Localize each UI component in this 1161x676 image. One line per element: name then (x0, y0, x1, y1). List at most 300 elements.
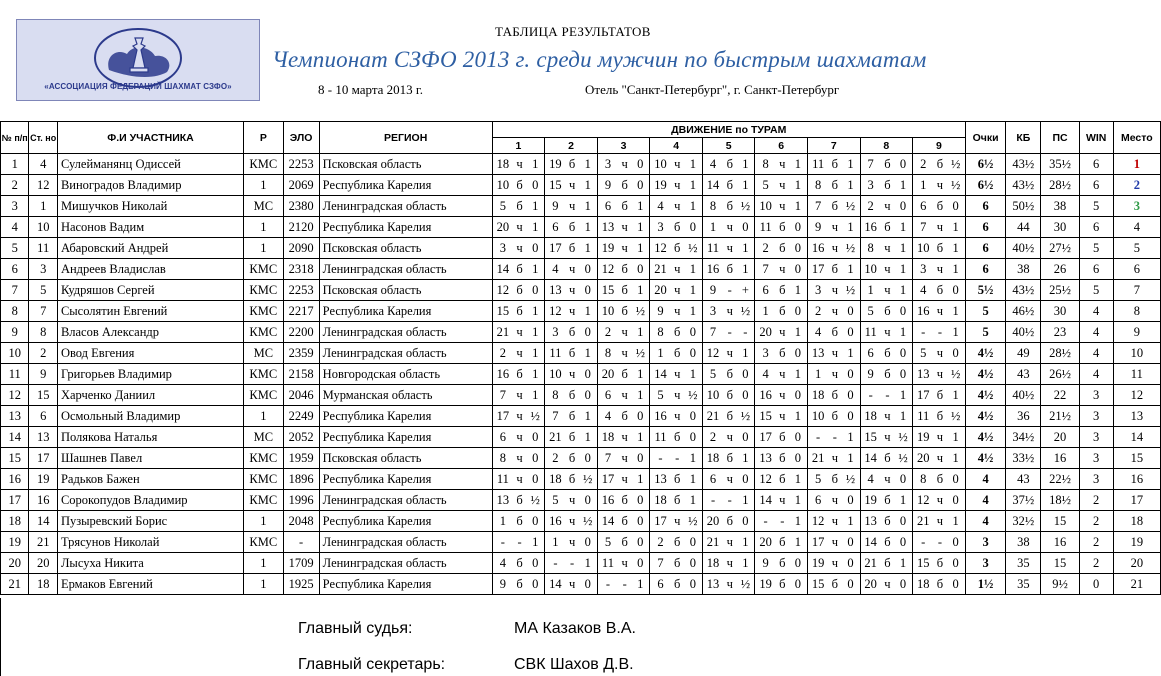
cell-kb: 43½ (1006, 175, 1041, 196)
cell-region: Псковская область (319, 280, 492, 301)
cell-place: 14 (1113, 427, 1160, 448)
cell-place: 13 (1113, 406, 1160, 427)
cell-round-opponent: 17 (492, 406, 513, 427)
cell-round-result: 1 (684, 301, 703, 322)
cell-kb: 32½ (1006, 511, 1041, 532)
cell-round-color: ч (828, 448, 841, 469)
cell-round-color: б (618, 196, 631, 217)
cell-round-result: 1 (684, 154, 703, 175)
cell-rank: КМС (244, 490, 283, 511)
cell-place: 1 (1113, 154, 1160, 175)
cell-round-opponent: 16 (650, 406, 671, 427)
cell-kb: 35 (1006, 574, 1041, 595)
cell-round-opponent: 11 (755, 217, 776, 238)
cell-elo: 2253 (283, 280, 319, 301)
cell-round-opponent: 18 (702, 448, 723, 469)
cell-round-opponent: 2 (597, 322, 618, 343)
cell-round-color: ч (828, 364, 841, 385)
cell-num: 13 (1, 406, 29, 427)
cell-round-color: б (881, 175, 894, 196)
cell-points: 4 (965, 490, 1006, 511)
cell-round-result: 1 (841, 259, 860, 280)
cell-round-color: ч (723, 343, 736, 364)
cell-kb: 40½ (1006, 238, 1041, 259)
cell-round-result: 0 (789, 301, 808, 322)
cell-round-color: б (618, 301, 631, 322)
cell-round-opponent: 13 (492, 490, 513, 511)
cell-region: Ленинградская область (319, 196, 492, 217)
cell-round-result: 1 (579, 217, 598, 238)
cell-round-opponent: 2 (650, 532, 671, 553)
cell-round-result: 0 (579, 259, 598, 280)
cell-round-opponent: 15 (913, 553, 934, 574)
cell-round-result: 1 (579, 175, 598, 196)
cell-round-opponent: 9 (545, 196, 566, 217)
cell-round-opponent: 6 (597, 385, 618, 406)
cell-round-opponent: 3 (913, 259, 934, 280)
cell-rank: КМС (244, 364, 283, 385)
cell-round-result: 1 (841, 511, 860, 532)
cell-round-color: ч (618, 448, 631, 469)
table-row (1, 490, 1161, 511)
cell-round-color: ч (776, 196, 789, 217)
cell-name: Полякова Наталья (57, 427, 243, 448)
cell-round-opponent: 16 (807, 238, 828, 259)
cell-place: 6 (1113, 259, 1160, 280)
cell-round-color: б (776, 574, 789, 595)
cell-ps: 22½ (1041, 469, 1079, 490)
col-header-movement: ДВИЖЕНИЕ по ТУРАМ (492, 122, 965, 138)
cell-round-opponent: 10 (492, 175, 513, 196)
cell-name: Сулейманянц Одиссей (57, 154, 243, 175)
cell-round-opponent: 11 (545, 343, 566, 364)
cell-round-result: 1 (789, 154, 808, 175)
cell-round-result: ½ (631, 343, 650, 364)
cell-round-color: ч (513, 322, 526, 343)
cell-round-opponent: 19 (807, 553, 828, 574)
cell-round-color: б (933, 385, 946, 406)
cell-elo: - (283, 532, 319, 553)
cell-round-result: 0 (789, 448, 808, 469)
table-row (1, 553, 1161, 574)
cell-round-color: ч (881, 574, 894, 595)
table-row (1, 343, 1161, 364)
cell-round-color: ч (828, 238, 841, 259)
col-header-win: WIN (1079, 122, 1113, 154)
cell-win: 3 (1079, 469, 1113, 490)
cell-win: 6 (1079, 217, 1113, 238)
cell-round-color: б (566, 343, 579, 364)
cell-round-opponent: 17 (755, 427, 776, 448)
cell-round-opponent: 9 (860, 364, 881, 385)
cell-kb: 40½ (1006, 322, 1041, 343)
cell-round-color: б (566, 469, 579, 490)
cell-round-result: 0 (526, 427, 545, 448)
cell-round-opponent: 14 (650, 364, 671, 385)
cell-round-result: 1 (789, 469, 808, 490)
cell-points: 3 (965, 553, 1006, 574)
cell-round-opponent: 7 (860, 154, 881, 175)
cell-start: 15 (29, 385, 57, 406)
cell-round-color: ч (618, 322, 631, 343)
cell-round-color: б (933, 469, 946, 490)
cell-round-opponent: 14 (545, 574, 566, 595)
cell-round-opponent: 16 (913, 301, 934, 322)
cell-round-color: б (828, 322, 841, 343)
cell-place: 15 (1113, 448, 1160, 469)
cell-round-opponent: 10 (597, 301, 618, 322)
cell-rank: 1 (244, 175, 283, 196)
cell-round-color: ч (723, 469, 736, 490)
cell-round-opponent: 7 (702, 322, 723, 343)
cell-round-color: б (776, 217, 789, 238)
cell-ps: 23 (1041, 322, 1079, 343)
cell-round-result: 0 (579, 532, 598, 553)
cell-round-opponent: 21 (650, 259, 671, 280)
cell-round-result: 1 (947, 427, 966, 448)
cell-round-result: 1 (947, 238, 966, 259)
cell-round-color: ч (828, 343, 841, 364)
cell-round-result: 1 (947, 259, 966, 280)
cell-round-result: 0 (894, 574, 913, 595)
cell-win: 0 (1079, 574, 1113, 595)
cell-round-color: ч (618, 154, 631, 175)
cell-round-opponent: - (545, 553, 566, 574)
cell-round-color: ч (513, 385, 526, 406)
cell-round-opponent: 18 (650, 490, 671, 511)
cell-rank: КМС (244, 280, 283, 301)
cell-round-result: ½ (841, 280, 860, 301)
cell-round-result: ½ (947, 175, 966, 196)
cell-region: Республика Карелия (319, 469, 492, 490)
cell-round-opponent: 6 (913, 196, 934, 217)
cell-round-opponent: 17 (650, 511, 671, 532)
cell-round-opponent: 8 (755, 154, 776, 175)
cell-rank: КМС (244, 469, 283, 490)
col-header-region: РЕГИОН (319, 122, 492, 154)
cell-place: 4 (1113, 217, 1160, 238)
cell-round-color: ч (933, 511, 946, 532)
federation-logo (16, 19, 260, 101)
cell-round-result: 0 (841, 553, 860, 574)
cell-round-result: 1 (947, 217, 966, 238)
cell-win: 3 (1079, 448, 1113, 469)
cell-region: Республика Карелия (319, 574, 492, 595)
cell-round-result: 1 (894, 406, 913, 427)
cell-round-opponent: 11 (492, 469, 513, 490)
cell-round-opponent: 6 (650, 574, 671, 595)
cell-name: Трясунов Николай (57, 532, 243, 553)
cell-round-color: б (881, 532, 894, 553)
cell-kb: 43 (1006, 364, 1041, 385)
cell-round-color: б (618, 511, 631, 532)
cell-round-opponent: 4 (597, 406, 618, 427)
cell-round-opponent: 14 (860, 532, 881, 553)
cell-round-color: ч (723, 574, 736, 595)
cell-round-result: 1 (789, 196, 808, 217)
cell-round-result: 0 (579, 280, 598, 301)
cell-elo: 1959 (283, 448, 319, 469)
cell-round-opponent: 12 (755, 469, 776, 490)
cell-start: 10 (29, 217, 57, 238)
cell-round-result: 1 (631, 364, 650, 385)
cell-round-opponent: 17 (545, 238, 566, 259)
cell-ps: 21½ (1041, 406, 1079, 427)
cell-elo: 2359 (283, 343, 319, 364)
table-row (1, 322, 1161, 343)
cell-round-color: б (933, 238, 946, 259)
cell-name: Радьков Бажен (57, 469, 243, 490)
cell-round-result: 1 (631, 469, 650, 490)
cell-region: Республика Карелия (319, 175, 492, 196)
cell-round-opponent: 5 (807, 469, 828, 490)
cell-round-result: 1 (579, 196, 598, 217)
cell-round-color: б (881, 154, 894, 175)
cell-win: 2 (1079, 532, 1113, 553)
cell-kb: 46½ (1006, 301, 1041, 322)
cell-round-color: ч (776, 406, 789, 427)
cell-round-opponent: 16 (755, 385, 776, 406)
cell-round-result: 0 (684, 574, 703, 595)
cell-region: Республика Карелия (319, 427, 492, 448)
cell-round-color: б (513, 196, 526, 217)
cell-round-color: - (618, 574, 631, 595)
round-header-6: 6 (755, 138, 808, 154)
cell-elo: 2090 (283, 238, 319, 259)
cell-elo: 2048 (283, 511, 319, 532)
document-title: ТАБЛИЦА РЕЗУЛЬТАТОВ (495, 24, 651, 39)
round-header-3: 3 (597, 138, 650, 154)
cell-name: Ермаков Евгений (57, 574, 243, 595)
cell-kb: 44 (1006, 217, 1041, 238)
cell-elo: 1925 (283, 574, 319, 595)
cell-num: 12 (1, 385, 29, 406)
cell-round-color: б (618, 490, 631, 511)
cell-ps: 16 (1041, 532, 1079, 553)
chief-secretary-name: СВК Шахов Д.В. (514, 656, 634, 673)
round-header-2: 2 (545, 138, 598, 154)
cell-round-opponent: 1 (913, 175, 934, 196)
cell-round-color: б (933, 154, 946, 175)
cell-round-result: ½ (684, 238, 703, 259)
cell-round-color: б (881, 217, 894, 238)
cell-rank: 1 (244, 406, 283, 427)
cell-round-color: б (513, 574, 526, 595)
cell-round-result: 0 (684, 343, 703, 364)
cell-round-color: б (671, 574, 684, 595)
cell-round-result: ½ (947, 364, 966, 385)
cell-round-result: 1 (841, 217, 860, 238)
cell-round-opponent: 15 (860, 427, 881, 448)
cell-round-color: - (671, 448, 684, 469)
cell-round-opponent: 6 (755, 280, 776, 301)
cell-name: Сысолятин Евгений (57, 301, 243, 322)
cell-ps: 38 (1041, 196, 1079, 217)
cell-num: 4 (1, 217, 29, 238)
cell-round-result: 0 (684, 553, 703, 574)
cell-round-color: ч (671, 511, 684, 532)
cell-round-color: ч (513, 343, 526, 364)
cell-round-result: 1 (736, 490, 755, 511)
cell-round-result: 1 (526, 532, 545, 553)
cell-name: Овод Евгения (57, 343, 243, 364)
cell-round-result: 0 (684, 427, 703, 448)
cell-points: 4 (965, 469, 1006, 490)
cell-round-result: 0 (947, 490, 966, 511)
cell-round-opponent: 10 (913, 238, 934, 259)
cell-kb: 35 (1006, 553, 1041, 574)
cell-num: 18 (1, 511, 29, 532)
cell-round-result: 1 (631, 322, 650, 343)
cell-round-color: б (723, 448, 736, 469)
cell-round-color: б (933, 406, 946, 427)
cell-round-color: ч (671, 196, 684, 217)
table-row (1, 217, 1161, 238)
cell-round-opponent: 5 (492, 196, 513, 217)
cell-round-color: б (566, 385, 579, 406)
cell-points: 6 (965, 196, 1006, 217)
cell-round-opponent: 7 (545, 406, 566, 427)
cell-round-result: 0 (789, 427, 808, 448)
cell-num: 14 (1, 427, 29, 448)
table-row (1, 385, 1161, 406)
cell-round-result: 0 (894, 301, 913, 322)
cell-round-color: б (881, 511, 894, 532)
cell-round-color: б (776, 469, 789, 490)
cell-round-opponent: 1 (755, 301, 776, 322)
cell-round-result: ½ (526, 406, 545, 427)
cell-points: 3 (965, 532, 1006, 553)
cell-round-opponent: 13 (545, 280, 566, 301)
cell-num: 1 (1, 154, 29, 175)
cell-round-result: 0 (526, 553, 545, 574)
cell-round-color: б (566, 154, 579, 175)
cell-round-color: б (723, 196, 736, 217)
cell-region: Псковская область (319, 154, 492, 175)
cell-round-opponent: 15 (545, 175, 566, 196)
cell-region: Республика Карелия (319, 217, 492, 238)
cell-elo: 1996 (283, 490, 319, 511)
cell-round-color: ч (723, 301, 736, 322)
cell-round-result: ½ (947, 406, 966, 427)
cell-place: 12 (1113, 385, 1160, 406)
cell-round-color: ч (881, 427, 894, 448)
cell-round-color: ч (566, 301, 579, 322)
cell-round-color: б (566, 448, 579, 469)
cell-place: 7 (1113, 280, 1160, 301)
cell-round-color: б (828, 196, 841, 217)
cell-round-result: 1 (894, 175, 913, 196)
cell-round-color: б (881, 364, 894, 385)
cell-round-opponent: 7 (492, 385, 513, 406)
cell-round-color: б (566, 217, 579, 238)
cell-round-result: 0 (894, 511, 913, 532)
cell-round-color: ч (566, 259, 579, 280)
cell-round-color: б (566, 427, 579, 448)
cell-round-result: 0 (947, 343, 966, 364)
cell-round-color: б (881, 301, 894, 322)
cell-round-color: - (933, 322, 946, 343)
round-header-4: 4 (650, 138, 703, 154)
cell-round-opponent: 2 (702, 427, 723, 448)
cell-round-color: ч (828, 511, 841, 532)
cell-round-opponent: 2 (755, 238, 776, 259)
cell-name: Харченко Даниил (57, 385, 243, 406)
cell-round-color: ч (828, 280, 841, 301)
cell-points: 6 (965, 238, 1006, 259)
cell-round-opponent: 3 (650, 217, 671, 238)
cell-round-color: ч (828, 490, 841, 511)
cell-start: 12 (29, 175, 57, 196)
cell-round-opponent: 20 (650, 280, 671, 301)
cell-round-color: б (723, 154, 736, 175)
cell-ps: 28½ (1041, 343, 1079, 364)
cell-round-opponent: 8 (702, 196, 723, 217)
cell-round-result: + (736, 280, 755, 301)
cell-round-color: ч (828, 217, 841, 238)
cell-ps: 26½ (1041, 364, 1079, 385)
cell-round-result: 1 (894, 217, 913, 238)
cell-elo: 2380 (283, 196, 319, 217)
cell-start: 14 (29, 511, 57, 532)
cell-round-opponent: 1 (492, 511, 513, 532)
cell-round-result: ½ (579, 469, 598, 490)
cell-round-opponent: 12 (492, 280, 513, 301)
round-header-7: 7 (807, 138, 860, 154)
cell-round-opponent: 20 (755, 322, 776, 343)
cell-round-color: ч (513, 427, 526, 448)
cell-kb: 34½ (1006, 427, 1041, 448)
cell-round-opponent: 11 (913, 406, 934, 427)
cell-round-color: - (828, 427, 841, 448)
cell-round-result: 0 (894, 196, 913, 217)
cell-num: 10 (1, 343, 29, 364)
cell-round-result: 1 (736, 154, 755, 175)
cell-round-result: 1 (579, 343, 598, 364)
cell-num: 16 (1, 469, 29, 490)
cell-round-opponent: 4 (913, 280, 934, 301)
cell-points: 6 (965, 217, 1006, 238)
cell-round-color: ч (776, 490, 789, 511)
cell-rank: КМС (244, 532, 283, 553)
cell-round-color: б (776, 553, 789, 574)
cell-round-opponent: 11 (860, 322, 881, 343)
cell-num: 19 (1, 532, 29, 553)
col-header-name: Ф.И УЧАСТНИКА (57, 122, 243, 154)
cell-round-result: 0 (789, 238, 808, 259)
cell-round-opponent: 3 (492, 238, 513, 259)
cell-round-opponent: 12 (913, 490, 934, 511)
cell-round-opponent: 16 (702, 259, 723, 280)
event-name: Чемпионат СЗФО 2013 г. среди мужчин по быстрым шахматам (272, 47, 927, 72)
cell-round-result: 0 (841, 322, 860, 343)
cell-region: Республика Карелия (319, 406, 492, 427)
cell-rank: КМС (244, 322, 283, 343)
cell-round-result: 0 (631, 259, 650, 280)
cell-round-color: ч (618, 217, 631, 238)
cell-points: 4½ (965, 385, 1006, 406)
cell-region: Ленинградская область (319, 259, 492, 280)
cell-round-result: 1 (631, 280, 650, 301)
cell-round-opponent: 3 (807, 280, 828, 301)
cell-round-result: 1 (789, 490, 808, 511)
cell-round-result: 1 (789, 280, 808, 301)
cell-round-color: б (513, 364, 526, 385)
cell-win: 5 (1079, 196, 1113, 217)
cell-round-opponent: 13 (807, 343, 828, 364)
cell-round-result: 0 (947, 532, 966, 553)
cell-round-color: б (513, 175, 526, 196)
